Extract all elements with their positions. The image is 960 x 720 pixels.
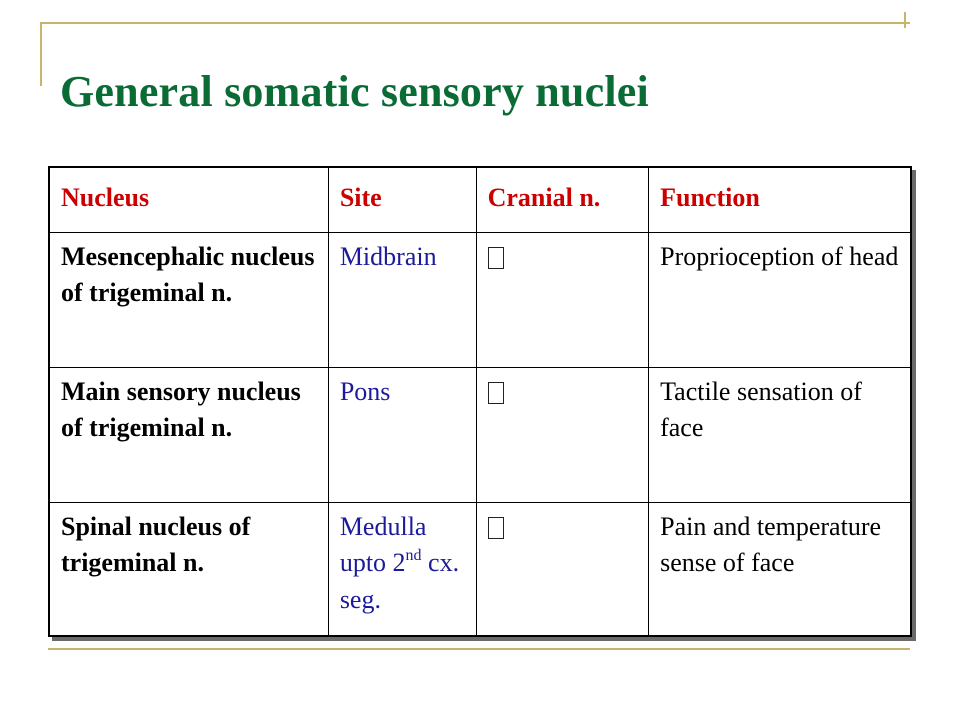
site-text-post: cx. seg. [339,548,460,614]
frame-rule-left [40,22,42,86]
missing-glyph-icon [488,382,504,404]
missing-glyph-icon [488,247,504,269]
missing-glyph-icon [488,517,504,539]
nucleus-cell: Main sensory nucleus of trigeminal n. [49,368,328,503]
function-cell: Pain and temperature sense of face [649,503,911,637]
table-header [49,167,911,233]
cranial-nerve-cell [476,233,649,368]
site-text-superscript: nd [405,546,422,564]
frame-rule-right [904,12,906,28]
cranial-nerve-cell [476,368,649,503]
header-cranial-nerve: Cranial n. [476,167,649,233]
frame-rule-top [40,22,910,24]
nucleus-cell: Spinal nucleus of trigeminal n. [49,503,328,637]
function-cell: Tactile sensation of face [649,368,911,503]
slide-title: General somatic sensory nuclei [60,67,649,116]
nucleus-cell: Mesencephalic nucleus of trigeminal n. [49,233,328,368]
header-nucleus: Nucleus [49,167,328,233]
site-cell [328,503,476,637]
site-text-pre: Medulla upto 2 [339,512,427,578]
table-row [49,503,911,637]
site-cell: Midbrain [328,233,476,368]
cranial-nerve-cell [476,503,649,637]
table-row [49,233,911,368]
header-function: Function [649,167,911,233]
table-body [49,233,911,637]
header-site: Site [328,167,476,233]
nuclei-table [48,166,912,637]
function-cell: Proprioception of head [649,233,911,368]
header-row [49,167,911,233]
frame-rule-bottom [48,648,910,650]
site-cell: Pons [328,368,476,503]
table-row [49,368,911,503]
